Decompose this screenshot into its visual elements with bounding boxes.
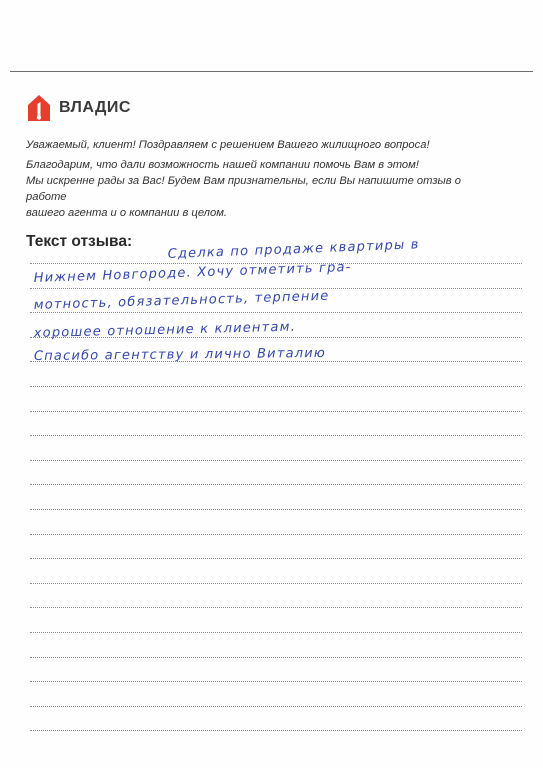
ruled-line	[30, 534, 522, 535]
handwritten-line: Спасибо агентству и лично Виталию	[33, 345, 327, 364]
ruled-line	[30, 411, 522, 412]
ruled-line	[30, 607, 522, 608]
ruled-line	[30, 484, 522, 485]
ruled-line	[30, 583, 522, 584]
ruled-line	[30, 312, 522, 313]
ruled-line	[30, 558, 522, 559]
gratitude-line-3: вашего агента и о компании в целом.	[26, 207, 227, 219]
ruled-line	[30, 263, 522, 264]
handwritten-line: Нижнем Новгороде. Хочу отметить гра-	[33, 259, 352, 286]
ruled-line	[30, 435, 522, 436]
ruled-line	[30, 632, 522, 633]
ruled-line	[30, 288, 522, 289]
ruled-line	[30, 657, 522, 658]
review-title: Текст отзыва:	[26, 233, 133, 250]
gratitude-line-2: Мы искренне рады за Вас! Будем Вам признательны, если Вы напишите отзыв о работе	[26, 175, 461, 203]
ruled-line	[30, 337, 522, 338]
greeting-text: Уважаемый, клиент! Поздравляем с решением Вашего жилищного вопроса!	[26, 139, 430, 151]
ruled-line	[30, 460, 522, 461]
ruled-line	[30, 361, 522, 362]
ruled-line	[30, 706, 522, 707]
ruled-line	[30, 681, 522, 682]
brand-name: ВЛАДИС	[59, 99, 131, 116]
handwritten-line: Сделка по продаже квартиры в	[167, 237, 420, 262]
handwritten-line: мотность, обязательность, терпение	[33, 288, 330, 313]
handwritten-line: хорошее отношение к клиентам.	[33, 319, 297, 341]
ruled-line	[30, 730, 522, 731]
ruled-line	[30, 386, 522, 387]
review-ruled-area[interactable]	[30, 0, 522, 768]
gratitude-line-1: Благодарим, что дали возможность нашей компании помочь Вам в этом!	[26, 159, 419, 171]
ruled-line	[30, 509, 522, 510]
